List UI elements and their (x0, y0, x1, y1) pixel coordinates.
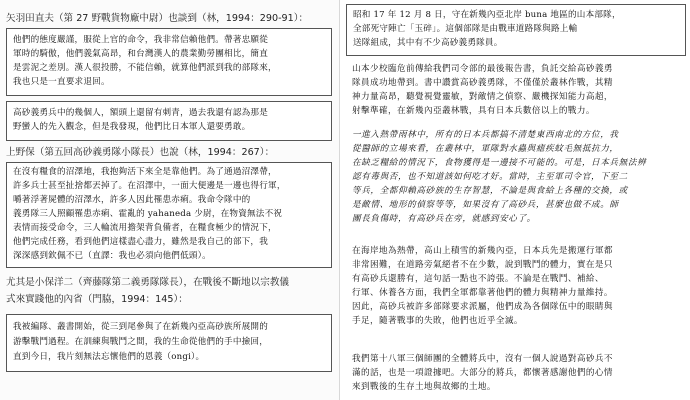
quote-box-ueno (6, 162, 332, 268)
paragraph-line: 非常困難，在道路旁氣絕者不在少數，說到戰鬥的體力，實在是只 (352, 260, 613, 270)
paragraph-line: 來到戰後的生存土地與故鄉的土地。 (352, 382, 496, 392)
paragraph-line: 在缺乏糧給的情況下，食物獲得是一邊接不可能的。可是，日本兵無法辨 (352, 158, 647, 168)
quote-line: 他們的態度嚴謹，服從上官的命令，我非常信賴他們。帶著忠願從 (13, 35, 269, 45)
paragraph-line: 一進入熱帶雨林中，所有的日本兵都搞不清楚東西南北的方位，我 (352, 130, 619, 140)
paragraph-line: 從醫師的立場來看，在叢林中，軍隊對水蟲與瘧疾蚊毛無抵抗力， (352, 144, 619, 154)
paragraph-line: 在海岸地為熱帶，高山上積雪的新幾內亞，日本兵先是搬運行軍都 (352, 246, 613, 256)
quote-line: 全部死守陣亡「玉碎」。這個部隊是由戰車道路隊與路上輸 (353, 24, 578, 34)
paragraph-line: 山本少校臨危前傳給我們司令部的最後報告書，負託交給高砂義勇 (352, 64, 613, 74)
quote-line: 表情而接受命令，三人輪流用擔架背負備者，在糧食極少的情況下， (13, 223, 277, 233)
quote-box-yamamoto-unit (346, 4, 686, 56)
paragraph-line: 隊員成功地帶到。書中讚賞高砂義勇隊，不僅僅於叢林作戰，其精 (352, 78, 613, 88)
quote-line: 我被編隊、叢書開始，從三到尾參與了在新幾內亞高砂族所展開的 (13, 322, 269, 332)
paragraph-line: 手足，隨著戰事的失敗，他們也近乎全滅。 (352, 316, 523, 326)
quote-line: 義勇隊三人照顧罹患赤痢、霍亂的 yahaneda 少尉，在物資無法不祝 (13, 209, 283, 219)
paragraph-line: 神力量高昂，聽覺視覺靈敏，對敵情之偵察、嚴機探知能力高超， (352, 92, 613, 102)
quote-intro-kobo-1: 尤其是小保洋二（齊藤隊第二義勇隊隊長），在戰後不斷地以宗教儀 (6, 277, 290, 288)
quote-box-kobo (6, 314, 332, 372)
paragraph-line: 團長負傷時，有高砂兵在旁，就感到安心了。 (352, 214, 536, 224)
quote-line: 他們完成任務，看到他們這樣盡心盡力，雖然是我自己的部下，我 (13, 237, 269, 247)
paragraph-line: 因此，高砂兵被許多部隊要求派屬，他們成為各個隊伍中的眼睛與 (352, 302, 613, 312)
paragraph-line: 射擊準確，在新幾內亞叢林戰，具有日本兵數倍以上的戰力。 (352, 106, 595, 116)
quote-intro-ueno: 上野保（第五回高砂義勇隊小隊長）也說（林，1994：267）： (6, 147, 275, 158)
quote-box-yabata (6, 28, 332, 96)
quote-line: 游擊戰鬥過程。在訓練與戰鬥之間，我的生命從他們的手中撿回， (13, 337, 269, 347)
quote-intro-yabata: 矢羽田直夫（第 27 野戰貨物廠中尉）也談到（林，1994：290-91）： (6, 13, 309, 24)
quote-line: 直到今日，我片刻無法忘懷他們的恩義（ongi）。 (13, 352, 205, 362)
quote-box-tattoo (6, 101, 332, 141)
quote-line: 我也只是一直要求退回。 (13, 77, 110, 87)
paragraph-line: 認有毒與否，也不知道該如何吃才好。當時，主至軍司令官，下至二 (352, 172, 628, 182)
paragraph-line: 行軍、休養各方面，我們全軍都靠著他們的體力與精神力量維持。 (352, 288, 613, 298)
paragraph-line: 是敵情、地形的偵察等等，如果沒有了高砂兵，甚麼也做不成。師 (352, 200, 619, 210)
left-page (0, 0, 340, 400)
quote-line: 嚼著浮著屍體的沼澤水，許多人因此罹患赤痢。我命令隊中的 (13, 195, 251, 205)
quote-line: 是雲泥之差別。漢人很投勝，不能信賴，就算他們派到我的部隊來， (13, 63, 277, 73)
quote-intro-kobo-2: 式來實踐他的內省（門脇，1994：145）： (6, 294, 188, 305)
quote-line: 野蠻人的先入觀念，但是我發現，他們比日本軍人還要勇敢。 (13, 122, 251, 132)
quote-line: 深深感到欽佩不已（直譯：我也必須向他們低頭）。 (13, 251, 211, 261)
quote-line: 在沒有糧食的沼澤地，我抱夠活下來全是靠他們。為了通過沼澤帶， (13, 167, 277, 177)
quote-line: 送隊組成，其中有不少高砂義勇隊員。 (353, 38, 503, 48)
quote-line: 高砂義勇兵中的幾個人，額頭上還留有刺青，過去我還有認為那是 (13, 108, 269, 118)
quote-line: 軍時的騎傲，他們義氣高昂，和台灣漢人的農業勤勞團相比，簡直 (13, 49, 269, 59)
quote-line: 許多兵士甚至扯捨都丟掉了。在沼澤中，一面大便邊是一邊也得行軍， (13, 181, 286, 191)
paragraph-line: 滿的話，也是一項證據吧。大部分的將兵，都懷著感謝他們的心情 (352, 368, 613, 378)
paragraph-line: 我們第十八軍三個師團的全體將兵中，沒有一個人說過對高砂兵不 (352, 354, 613, 364)
paragraph-line: 等兵，全都仰賴高砂族的生存智慧，不論是與食給上各種的交換，或 (352, 186, 628, 196)
right-page (340, 0, 690, 400)
paragraph-line: 有高砂兵還勝有，這句話一點也不誇張。不論是在戰鬥、補給、 (352, 274, 604, 284)
quote-line: 昭和 17 年 12 月 8 日，守在新幾內亞北岸 buna 地區的山本部隊， (353, 10, 621, 20)
